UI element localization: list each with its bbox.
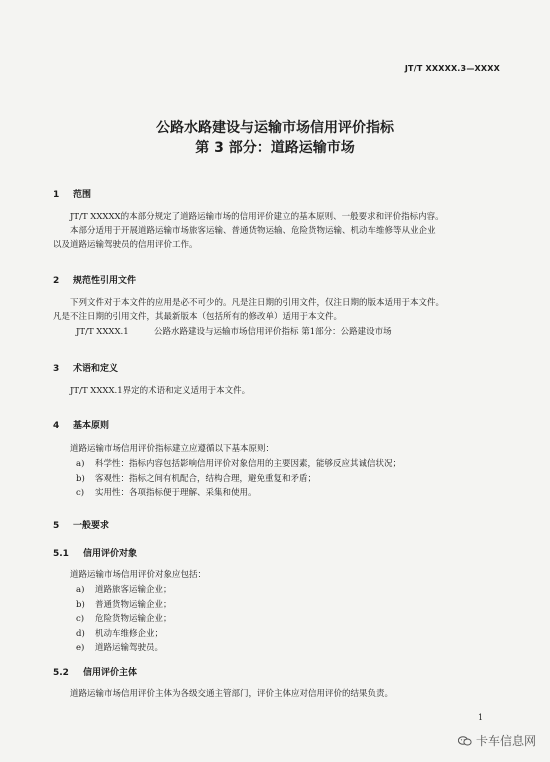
list-item [76, 583, 172, 598]
list-item [76, 627, 172, 642]
section-number: 4 [53, 421, 60, 431]
list-item-text: 客观性：指标之间有机配合，结构合理，避免重复和矛盾； [95, 473, 317, 484]
section-3-body [53, 384, 513, 398]
paragraph: 以及道路运输驾驶员的信用评价工作。 [53, 240, 198, 250]
section-3-heading [53, 361, 118, 374]
list-item-text: 机动车维修企业； [95, 628, 164, 639]
paragraph: 道路运输市场信用评价指标建立应遵循以下基本原则： [70, 444, 275, 454]
paragraph: 道路运输市场信用评价对象应包括： [70, 570, 207, 580]
section-2-body [53, 296, 513, 324]
list-marker: c) [76, 488, 85, 499]
list-item [76, 486, 401, 501]
list-item-text: 道路运输驾驶员。 [95, 643, 164, 654]
subsection-title: 信用评价主体 [83, 668, 138, 678]
section-title: 基本原则 [73, 421, 110, 431]
section-5-heading [53, 518, 109, 531]
page-number: 1 [478, 713, 484, 722]
list-item [76, 641, 172, 656]
section-title: 术语和定义 [73, 364, 119, 374]
section-4-body [53, 442, 513, 456]
subsection-title: 信用评价对象 [83, 549, 138, 559]
section-number: 2 [53, 276, 60, 286]
list-item [76, 598, 172, 613]
watermark-text: 卡车信息网 [476, 734, 537, 748]
paragraph: 下列文件对于本文件的应用是必不可少的。凡是注日期的引用文件，仅注日期的版本适用于本文件。 [70, 298, 445, 308]
document-code: JT/T XXXXX.3—XXXX [404, 64, 500, 73]
list-marker: e) [76, 643, 85, 654]
list-marker: d) [76, 628, 85, 639]
list-item-text: 危险货物运输企业； [95, 614, 172, 625]
document-subtitle: 第 3 部分：道路运输市场 [195, 140, 355, 156]
subsection-number: 5.1 [53, 549, 69, 559]
reference-code: JT/T XXXX.1 [76, 327, 129, 337]
evaluation-objects-list [76, 583, 172, 656]
list-marker: a) [76, 459, 85, 469]
paragraph: 凡是不注日期的引用文件，其最新版本（包括所有的修改单）适用于本文件。 [53, 312, 343, 322]
list-item [76, 612, 172, 627]
list-item [76, 457, 401, 472]
list-item-text: 科学性：指标内容包括影响信用评价对象信用的主要因素，能够反应其诚信状况； [95, 459, 402, 469]
section-2-heading [53, 273, 136, 286]
paragraph: 道路运输市场信用评价主体为各级交通主管部门，评价主体应对信用评价的结果负责。 [70, 689, 394, 699]
normative-reference [76, 325, 392, 339]
principles-list [76, 457, 401, 501]
subsection-5-1-heading [53, 546, 137, 559]
list-item-text: 道路旅客运输企业； [95, 585, 172, 595]
list-item [76, 472, 401, 487]
subsection-5-1-body [53, 568, 513, 582]
watermark [458, 732, 536, 749]
title-block [0, 118, 550, 158]
reference-title: 公路水路建设与运输市场信用评价指标 第1部分：公路建设市场 [154, 327, 392, 337]
subsection-5-2-body [53, 687, 513, 701]
document-title: 公路水路建设与运输市场信用评价指标 [156, 120, 394, 136]
section-number: 1 [53, 190, 60, 200]
wechat-icon [458, 736, 472, 746]
list-item-text: 实用性：各项指标便于理解、采集和使用。 [95, 488, 257, 499]
paragraph: JT/T XXXXX的本部分规定了道路运输市场的信用评价建立的基本原则、一般要求和评价指标内容。 [70, 212, 444, 222]
paragraph: 本部分适用于开展道路运输市场旅客运输、普通货物运输、危险货物运输、机动车维修等从业企业 [70, 226, 436, 236]
list-marker: b) [76, 599, 85, 610]
list-marker: b) [76, 473, 85, 484]
section-1-body [53, 210, 513, 252]
section-title: 规范性引用文件 [73, 276, 137, 286]
list-marker: a) [76, 585, 85, 595]
section-title: 一般要求 [73, 521, 110, 531]
subsection-5-2-heading [53, 665, 137, 678]
section-4-heading [53, 418, 109, 431]
paragraph: JT/T XXXX.1界定的术语和定义适用于本文件。 [70, 386, 251, 396]
section-number: 3 [53, 364, 60, 374]
subsection-number: 5.2 [53, 668, 69, 678]
section-1-heading [53, 187, 91, 200]
list-marker: c) [76, 614, 85, 625]
list-item-text: 普通货物运输企业； [95, 599, 172, 610]
section-number: 5 [53, 521, 60, 531]
section-title: 范围 [73, 190, 92, 200]
